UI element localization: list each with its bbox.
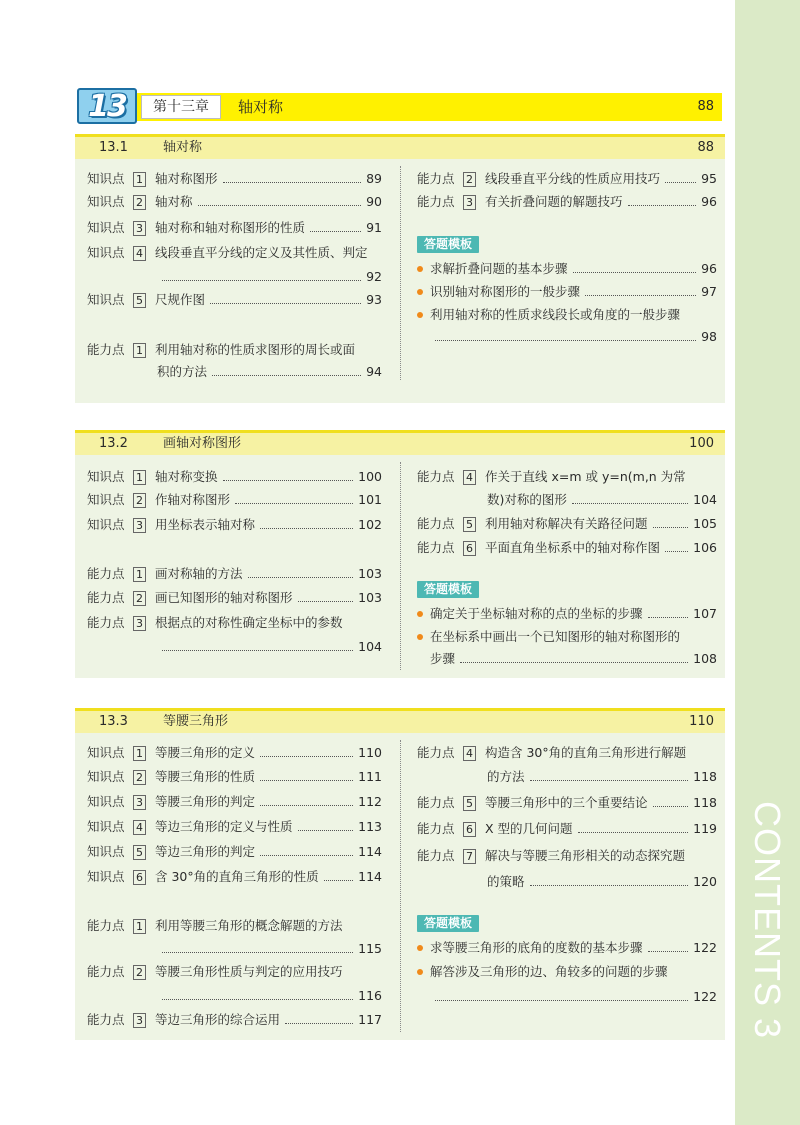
leader-dots <box>324 880 354 881</box>
section-title[interactable]: 轴对称 <box>163 140 203 155</box>
section-page-number: 88 <box>697 140 714 155</box>
leader-dots <box>260 780 353 781</box>
contents-side-label: CONTENTS 3 <box>747 800 788 1040</box>
toc-entry[interactable]: 知识点 5 尺规作图 93 <box>87 292 382 307</box>
template-entry-continuation: 步骤 108 <box>430 651 717 666</box>
leader-dots <box>653 527 689 528</box>
bullet-icon <box>417 634 423 640</box>
leader-dots <box>260 805 353 806</box>
section-number: 13.3 <box>99 714 128 729</box>
toc-entry[interactable]: 能力点 5 等腰三角形中的三个重要结论 118 <box>417 795 717 810</box>
leader-dots <box>310 231 361 232</box>
template-entry-continuation: 122 <box>430 987 717 1007</box>
leader-dots <box>653 806 689 807</box>
toc-entry[interactable]: 能力点 6 X 型的几何问题 119 <box>417 821 717 836</box>
toc-entry[interactable]: 能力点 5 利用轴对称解决有关路径问题 105 <box>417 516 717 531</box>
toc-entry[interactable]: 能力点 7 解决与等腰三角形相关的动态探究题 <box>417 848 686 863</box>
leader-dots <box>460 662 688 663</box>
leader-dots <box>223 480 354 481</box>
chapter-number-badge: 13 <box>77 88 137 124</box>
leader-dots <box>260 756 353 757</box>
toc-entry[interactable]: 知识点 3 轴对称和轴对称图形的性质 91 <box>87 220 382 235</box>
toc-entry[interactable]: 能力点 4 作关于直线 x=m 或 y=n(m,n 为常 <box>417 469 686 484</box>
toc-entry-continuation: 的策略 120 <box>487 874 717 889</box>
template-entry[interactable]: 确定关于坐标轴对称的点的坐标的步骤 107 <box>417 604 717 624</box>
column-divider <box>400 166 401 380</box>
chapter-page-number: 88 <box>697 99 714 114</box>
toc-entry[interactable]: 能力点 1 利用等腰三角形的概念解题的方法 <box>87 918 343 933</box>
toc-entry[interactable]: 能力点 3 有关折叠问题的解题技巧 96 <box>417 194 717 209</box>
toc-entry[interactable]: 能力点 1 画对称轴的方法 103 <box>87 566 382 581</box>
bullet-icon <box>417 312 423 318</box>
toc-entry[interactable]: 能力点 6 平面直角坐标系中的轴对称作图 106 <box>417 540 717 555</box>
section-header <box>75 708 725 733</box>
toc-entry-continuation: 115 <box>157 939 382 959</box>
toc-entry[interactable]: 能力点 1 利用轴对称的性质求图形的周长或面 <box>87 342 356 357</box>
leader-dots <box>435 1000 688 1001</box>
bullet-icon <box>417 969 423 975</box>
section-title[interactable]: 等腰三角形 <box>163 714 229 729</box>
leader-dots <box>162 999 353 1000</box>
section-header <box>75 430 725 455</box>
leader-dots <box>235 503 353 504</box>
toc-entry[interactable]: 能力点 3 根据点的对称性确定坐标中的参数 <box>87 615 343 630</box>
leader-dots <box>285 1023 353 1024</box>
toc-entry[interactable]: 知识点 2 作轴对称图形 101 <box>87 492 382 507</box>
template-entry[interactable]: 解答涉及三角形的边、角较多的问题的步骤 <box>417 962 717 982</box>
toc-entry[interactable]: 知识点 2 轴对称 90 <box>87 194 382 209</box>
leader-dots <box>578 832 689 833</box>
section-number: 13.1 <box>99 140 128 155</box>
toc-entry-continuation: 116 <box>157 986 382 1006</box>
column-divider <box>400 462 401 670</box>
leader-dots <box>260 855 353 856</box>
section-13-3 <box>75 708 725 1040</box>
toc-entry-continuation: 92 <box>157 267 382 287</box>
section-title[interactable]: 画轴对称图形 <box>163 436 242 451</box>
leader-dots <box>162 952 353 953</box>
template-entry[interactable]: 在坐标系中画出一个已知图形的轴对称图形的 <box>417 627 717 647</box>
leader-dots <box>665 551 688 552</box>
leader-dots <box>210 303 361 304</box>
section-page-number: 110 <box>689 714 714 729</box>
bullet-icon <box>417 945 423 951</box>
chapter-title[interactable]: 轴对称 <box>238 98 284 116</box>
leader-dots <box>435 340 696 341</box>
section-page-number: 100 <box>689 436 714 451</box>
leader-dots <box>628 205 697 206</box>
toc-entry-continuation: 积的方法 94 <box>157 364 382 379</box>
template-entry[interactable]: 求解折叠问题的基本步骤 96 <box>417 259 717 279</box>
toc-entry[interactable]: 能力点 2 画已知图形的轴对称图形 103 <box>87 590 382 605</box>
leader-dots <box>162 280 361 281</box>
toc-entry[interactable]: 知识点 4 线段垂直平分线的定义及其性质、判定 <box>87 245 368 260</box>
template-entry[interactable]: 利用轴对称的性质求线段长或角度的一般步骤 <box>417 305 717 325</box>
leader-dots <box>298 830 354 831</box>
template-label: 答题模板 <box>417 581 479 598</box>
toc-entry[interactable]: 知识点 2 等腰三角形的性质 111 <box>87 769 382 784</box>
leader-dots <box>530 780 689 781</box>
leader-dots <box>248 577 354 578</box>
toc-entry-continuation: 的方法 118 <box>487 769 717 784</box>
column-divider <box>400 740 401 1032</box>
toc-entry[interactable]: 知识点 1 轴对称变换 100 <box>87 469 382 484</box>
leader-dots <box>212 375 361 376</box>
leader-dots <box>648 951 689 952</box>
toc-entry-continuation: 数)对称的图形 104 <box>487 492 717 507</box>
template-entry-continuation: 98 <box>430 327 717 347</box>
toc-entry[interactable]: 能力点 4 构造含 30°角的直角三角形进行解题 <box>417 745 687 760</box>
bullet-icon <box>417 266 423 272</box>
leader-dots <box>162 650 353 651</box>
toc-entry[interactable]: 知识点 1 等腰三角形的定义 110 <box>87 745 382 760</box>
bullet-icon <box>417 289 423 295</box>
bullet-icon <box>417 611 423 617</box>
toc-entry[interactable]: 知识点 3 用坐标表示轴对称 102 <box>87 517 382 532</box>
toc-entry[interactable]: 知识点 6 含 30°角的直角三角形的性质 114 <box>87 869 382 884</box>
template-label: 答题模板 <box>417 915 479 932</box>
section-13-1 <box>75 134 725 403</box>
toc-entry[interactable]: 能力点 3 等边三角形的综合运用 117 <box>87 1012 382 1027</box>
leader-dots <box>223 182 362 183</box>
toc-entry[interactable]: 知识点 1 轴对称图形 89 <box>87 171 382 186</box>
template-label: 答题模板 <box>417 236 479 253</box>
template-entry[interactable]: 识别轴对称图形的一般步骤 97 <box>417 282 717 302</box>
template-entry[interactable]: 求等腰三角形的底角的度数的基本步骤 122 <box>417 938 717 958</box>
toc-entry[interactable]: 知识点 3 等腰三角形的判定 112 <box>87 794 382 809</box>
section-header <box>75 134 725 159</box>
toc-entry[interactable]: 能力点 2 线段垂直平分线的性质应用技巧 95 <box>417 171 717 186</box>
toc-entry[interactable]: 知识点 5 等边三角形的判定 114 <box>87 844 382 859</box>
toc-entry[interactable]: 能力点 2 等腰三角形性质与判定的应用技巧 <box>87 964 343 979</box>
leader-dots <box>530 885 689 886</box>
leader-dots <box>260 528 353 529</box>
section-number: 13.2 <box>99 436 128 451</box>
leader-dots <box>198 205 362 206</box>
toc-entry-continuation: 104 <box>157 637 382 657</box>
toc-entry[interactable]: 知识点 4 等边三角形的定义与性质 113 <box>87 819 382 834</box>
leader-dots <box>298 601 354 602</box>
leader-dots <box>573 272 697 273</box>
leader-dots <box>572 503 688 504</box>
leader-dots <box>648 617 689 618</box>
section-13-2 <box>75 430 725 678</box>
leader-dots <box>665 182 696 183</box>
leader-dots <box>585 295 696 296</box>
chapter-label: 第十三章 <box>141 95 221 119</box>
